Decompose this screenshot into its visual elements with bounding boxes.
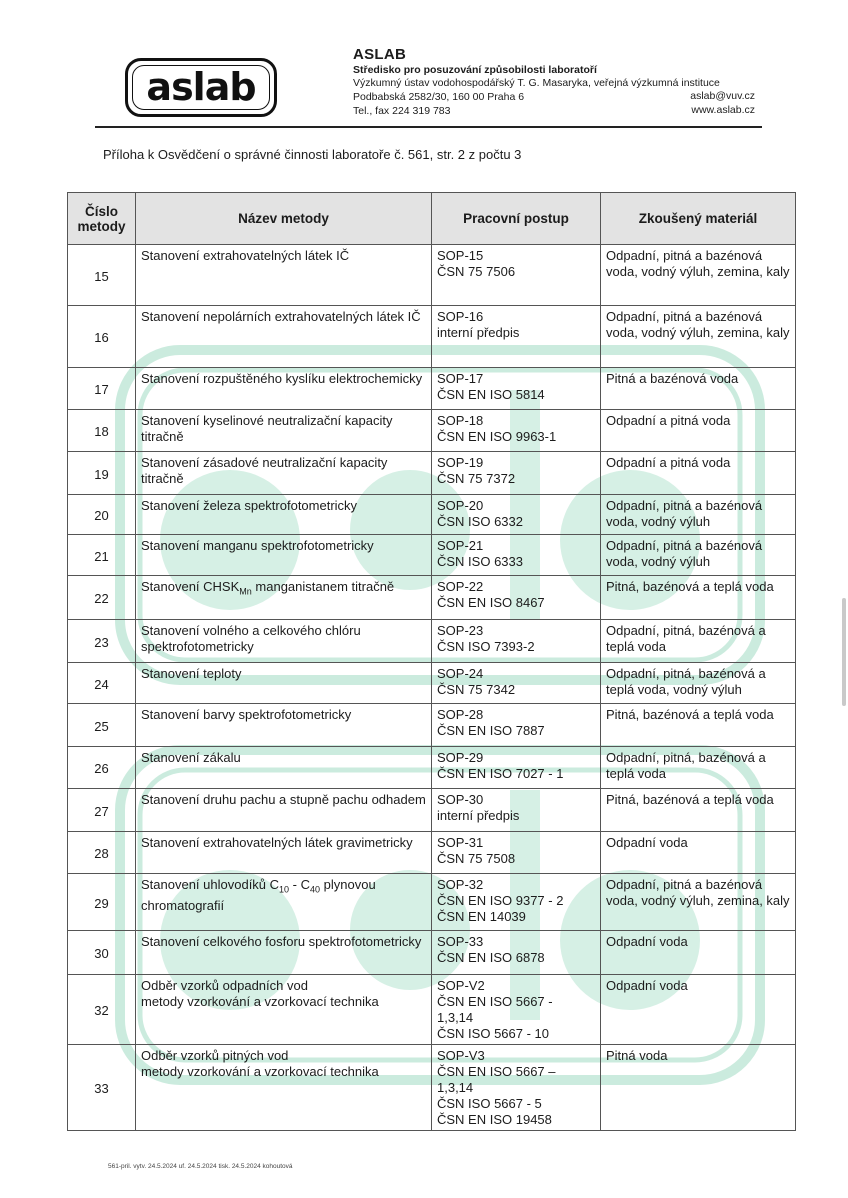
tested-material: Odpadní, pitná, bazénová a teplá voda, vodný výluh (601, 663, 796, 704)
procedure-text: SOP-17 ČSN EN ISO 5814 (437, 371, 545, 402)
tested-material: Odpadní a pitná voda (601, 410, 796, 452)
procedure (432, 495, 601, 535)
method-name (136, 931, 432, 975)
method-number: 33 (68, 1045, 136, 1131)
method-name-text: Stanovení manganu spektrofotometricky (141, 538, 374, 553)
method-number: 23 (68, 620, 136, 663)
method-name (136, 495, 432, 535)
method-name-part: 40 (310, 884, 321, 895)
procedure (432, 789, 601, 832)
tested-material: Pitná, bazénová a teplá voda (601, 704, 796, 747)
procedure-text: SOP-20 ČSN ISO 6332 (437, 498, 523, 529)
procedure (432, 306, 601, 368)
tested-material: Odpadní, pitná, bazénová a teplá voda (601, 747, 796, 789)
method-number: 19 (68, 452, 136, 495)
tested-material: Pitná voda (601, 1045, 796, 1131)
procedure (432, 663, 601, 704)
tested-material: Odpadní, pitná a bazénová voda, vodný výluh, zemina, kaly (601, 874, 796, 931)
tested-material: Odpadní, pitná a bazénová voda, vodný výluh, zemina, kaly (601, 245, 796, 306)
procedure (432, 931, 601, 975)
method-name-text: Stanovení nepolárních extrahovatelných látek IČ (141, 309, 421, 324)
procedure (432, 1045, 601, 1131)
table-header-row (68, 193, 796, 245)
vertical-scrollbar[interactable] (842, 598, 846, 706)
method-name (136, 747, 432, 789)
method-name-part: plynovou chromatografií (141, 877, 376, 913)
table-row (68, 306, 796, 368)
method-name-text: Stanovení volného a celkového chlóru spektrofotometricky (141, 623, 361, 654)
methods-table (67, 192, 796, 1131)
procedure (432, 832, 601, 874)
tested-material: Odpadní voda (601, 931, 796, 975)
table-row (68, 832, 796, 874)
method-name-part: manganistanem titračně (251, 579, 395, 594)
table-row (68, 368, 796, 410)
method-name (136, 368, 432, 410)
method-name-part: Mn (239, 586, 252, 597)
table-row (68, 410, 796, 452)
procedure-text: SOP-21 ČSN ISO 6333 (437, 538, 523, 569)
method-number: 20 (68, 495, 136, 535)
website: www.aslab.cz (691, 104, 755, 116)
header-divider (95, 126, 762, 128)
tested-material: Odpadní, pitná a bazénová voda, vodný výluh (601, 535, 796, 576)
institute-name: Výzkumný ústav vodohospodářský T. G. Masaryka, veřejná výzkumná instituce (353, 77, 720, 89)
procedure (432, 452, 601, 495)
procedure (432, 747, 601, 789)
table-row (68, 495, 796, 535)
col-header-procedure: Pracovní postup (432, 193, 601, 245)
procedure (432, 368, 601, 410)
procedure-text: SOP-18 ČSN EN ISO 9963-1 (437, 413, 557, 444)
procedure-text: SOP-23 ČSN ISO 7393-2 (437, 623, 535, 654)
method-name-text: Stanovení železa spektrofotometricky (141, 498, 358, 513)
table-row (68, 452, 796, 495)
procedure (432, 620, 601, 663)
address: Podbabská 2582/30, 160 00 Praha 6 (353, 91, 525, 103)
procedure-text: SOP-30 interní předpis (437, 792, 520, 823)
org-subtitle: Středisko pro posuzování způsobilosti laboratoří (353, 64, 597, 76)
table-row (68, 975, 796, 1045)
method-number: 17 (68, 368, 136, 410)
method-name-text: Stanovení extrahovatelných látek IČ (141, 248, 350, 263)
tested-material: Odpadní, pitná a bazénová voda, vodný výluh (601, 495, 796, 535)
method-name (136, 245, 432, 306)
table-row (68, 931, 796, 975)
email: aslab@vuv.cz (690, 90, 755, 102)
method-number: 29 (68, 874, 136, 931)
method-name-text: Stanovení barvy spektrofotometricky (141, 707, 352, 722)
procedure (432, 874, 601, 931)
table-row (68, 704, 796, 747)
method-name-text: Stanovení teploty (141, 666, 242, 681)
procedure-text: SOP-22 ČSN EN ISO 8467 (437, 579, 545, 610)
tested-material: Odpadní, pitná a bazénová voda, vodný výluh, zemina, kaly (601, 306, 796, 368)
procedure-text: SOP-19 ČSN 75 7372 (437, 455, 516, 486)
method-name (136, 535, 432, 576)
procedure (432, 535, 601, 576)
table-row (68, 663, 796, 704)
method-name-text: Stanovení extrahovatelných látek gravimetricky (141, 835, 413, 850)
method-name (136, 306, 432, 368)
tested-material: Odpadní voda (601, 975, 796, 1045)
method-name (136, 1045, 432, 1131)
method-name (136, 874, 432, 931)
method-name-text: Stanovení zákalu (141, 750, 241, 765)
method-number: 26 (68, 747, 136, 789)
method-name (136, 663, 432, 704)
method-name (136, 704, 432, 747)
procedure-text: SOP-V2 ČSN EN ISO 5667 - 1,3,14 ČSN ISO 5667 - 10 (437, 978, 553, 1041)
procedure-text: SOP-31 ČSN 75 7508 (437, 835, 516, 866)
method-name-text: Stanovení druhu pachu a stupně pachu odhadem (141, 792, 426, 807)
procedure (432, 704, 601, 747)
tested-material: Pitná, bazénová a teplá voda (601, 576, 796, 620)
procedure-text: SOP-32 ČSN EN ISO 9377 - 2 ČSN EN 14039 (437, 877, 564, 924)
method-name (136, 620, 432, 663)
method-name-part: - C (289, 877, 311, 892)
method-name-text: Stanovení kyselinové neutralizační kapacity titračně (141, 413, 393, 444)
method-number: 21 (68, 535, 136, 576)
method-number: 25 (68, 704, 136, 747)
procedure (432, 245, 601, 306)
method-name-text: Stanovení zásadové neutralizační kapacity titračně (141, 455, 388, 486)
procedure (432, 410, 601, 452)
method-number: 32 (68, 975, 136, 1045)
method-name-text: Odběr vzorků odpadních vod metody vzorkování a vzorkovací technika (141, 978, 379, 1009)
method-name-text: Odběr vzorků pitných vod metody vzorkování a vzorkovací technika (141, 1048, 379, 1079)
method-name (136, 576, 432, 620)
tested-material: Pitná, bazénová a teplá voda (601, 789, 796, 832)
procedure-text: SOP-V3 ČSN EN ISO 5667 – 1,3,14 ČSN ISO 5667 - 5 ČSN EN ISO 19458 (437, 1048, 556, 1127)
method-name (136, 832, 432, 874)
procedure-text: SOP-29 ČSN EN ISO 7027 - 1 (437, 750, 564, 781)
footer-note: 561-pril. vytv. 24.5.2024 uf. 24.5.2024 tisk. 24.5.2024 kohoutová (108, 1163, 293, 1170)
col-header-material: Zkoušený materiál (601, 193, 796, 245)
procedure (432, 975, 601, 1045)
appendix-title: Příloha k Osvědčení o správné činnosti laboratoře č. 561, str. 2 z počtu 3 (103, 147, 522, 162)
method-name-part: Stanovení CHSK (141, 579, 240, 594)
method-name (136, 975, 432, 1045)
org-name: ASLAB (353, 46, 407, 63)
table-row (68, 535, 796, 576)
procedure-text: SOP-28 ČSN EN ISO 7887 (437, 707, 545, 738)
method-name (136, 410, 432, 452)
table-row (68, 1045, 796, 1131)
procedure-text: SOP-33 ČSN EN ISO 6878 (437, 934, 545, 965)
col-header-number: Číslo metody (68, 193, 136, 245)
method-number: 24 (68, 663, 136, 704)
method-name-part: Stanovení uhlovodíků C (141, 877, 280, 892)
table-row (68, 576, 796, 620)
method-number: 18 (68, 410, 136, 452)
aslab-logo (125, 58, 277, 117)
method-name-text: Stanovení rozpuštěného kyslíku elektrochemicky (141, 371, 423, 386)
tested-material: Pitná a bazénová voda (601, 368, 796, 410)
col-header-method: Název metody (136, 193, 432, 245)
method-name-part: 10 (279, 884, 290, 895)
table-row (68, 874, 796, 931)
tested-material: Odpadní voda (601, 832, 796, 874)
method-name-text: Stanovení celkového fosforu spektrofotometricky (141, 934, 422, 949)
table-row (68, 747, 796, 789)
procedure-text: SOP-16 interní předpis (437, 309, 520, 340)
procedure-text: SOP-15 ČSN 75 7506 (437, 248, 516, 279)
method-name (136, 789, 432, 832)
tested-material: Odpadní, pitná, bazénová a teplá voda (601, 620, 796, 663)
method-number: 15 (68, 245, 136, 306)
procedure (432, 576, 601, 620)
procedure-text: SOP-24 ČSN 75 7342 (437, 666, 516, 697)
method-number: 30 (68, 931, 136, 975)
table-row (68, 245, 796, 306)
phone: Tel., fax 224 319 783 (353, 105, 451, 117)
table-row (68, 620, 796, 663)
method-name (136, 452, 432, 495)
method-number: 16 (68, 306, 136, 368)
table-row (68, 789, 796, 832)
logo-text: aslab (146, 64, 256, 109)
method-number: 28 (68, 832, 136, 874)
method-number: 22 (68, 576, 136, 620)
method-number: 27 (68, 789, 136, 832)
tested-material: Odpadní a pitná voda (601, 452, 796, 495)
